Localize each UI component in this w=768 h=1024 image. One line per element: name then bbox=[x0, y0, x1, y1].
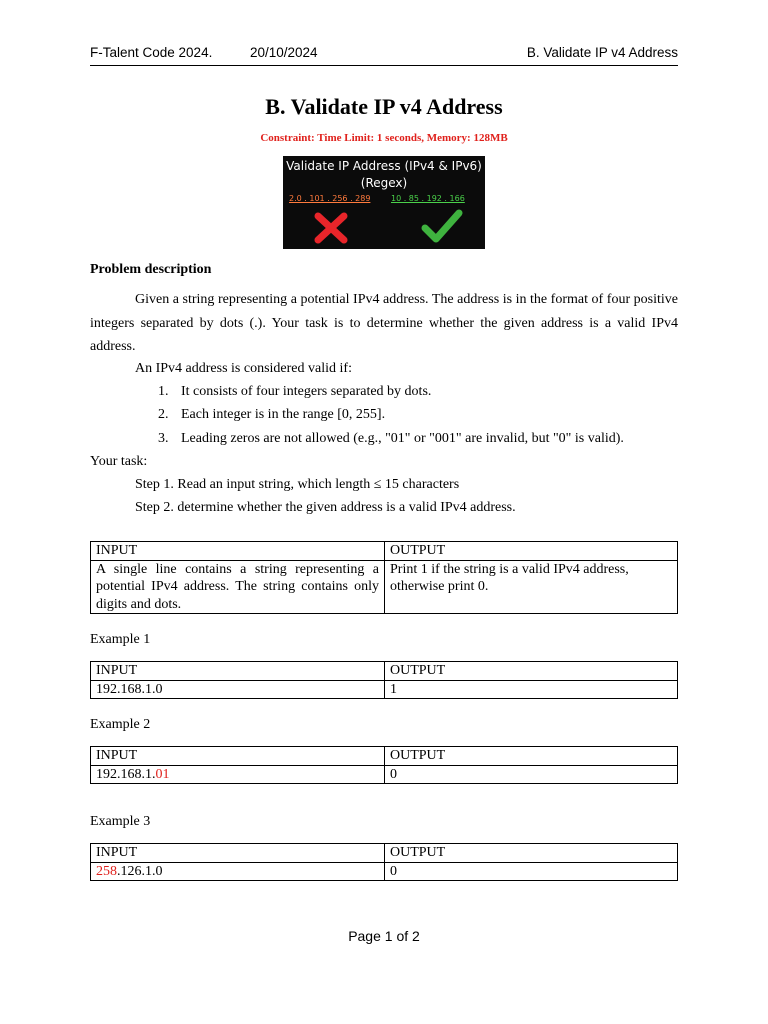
check-icon bbox=[421, 208, 463, 246]
output-description: Print 1 if the string is a valid IPv4 address, otherwise print 0. bbox=[385, 560, 678, 614]
output-header: OUTPUT bbox=[385, 747, 678, 766]
example-3-input bbox=[91, 862, 385, 881]
example-2-label: Example 2 bbox=[90, 717, 151, 732]
table-header-row bbox=[91, 844, 678, 863]
invalid-ip-sample: 2.0 . 101 . 256 . 289 bbox=[289, 194, 371, 203]
example-1-table bbox=[90, 661, 678, 699]
input-value-rest: .126.1.0 bbox=[117, 863, 163, 879]
header-contest-name: F-Talent Code 2024. bbox=[90, 45, 213, 60]
input-header: INPUT bbox=[91, 662, 385, 681]
input-description: A single line contains a string representing a potential IPv4 address. The string contains only digits and dots. bbox=[91, 560, 385, 614]
step-1-text: Step 1. Read an input string, which length ≤ 15 characters bbox=[135, 477, 460, 492]
example-3-label: Example 3 bbox=[90, 814, 151, 829]
your-task-label: Your task: bbox=[90, 454, 148, 469]
rule-3-number: 3. bbox=[158, 431, 169, 446]
ip-validation-image bbox=[283, 156, 485, 249]
example-3-table bbox=[90, 843, 678, 881]
page-title: B. Validate IP v4 Address bbox=[265, 94, 503, 119]
table-header-row bbox=[91, 662, 678, 681]
input-value-highlight: 01 bbox=[155, 766, 170, 782]
example-3-output: 0 bbox=[385, 862, 678, 881]
rule-2-text: Each integer is in the range [0, 255]. bbox=[181, 407, 386, 422]
input-value: 192.168.1.0 bbox=[96, 681, 163, 697]
header-date: 20/10/2024 bbox=[250, 45, 318, 60]
example-1-input bbox=[91, 680, 385, 699]
example-1-label: Example 1 bbox=[90, 632, 151, 647]
example-1-output: 1 bbox=[385, 680, 678, 699]
table-row bbox=[91, 560, 678, 614]
table-row bbox=[91, 862, 678, 881]
rule-1-number: 1. bbox=[158, 384, 169, 399]
example-2-output: 0 bbox=[385, 765, 678, 784]
rule-1-text: It consists of four integers separated by dots. bbox=[181, 384, 432, 399]
example-2-table bbox=[90, 746, 678, 784]
input-header: INPUT bbox=[91, 542, 385, 561]
output-header: OUTPUT bbox=[385, 844, 678, 863]
constraint-text: Constraint: Time Limit: 1 seconds, Memory: 128MB bbox=[260, 132, 508, 144]
problem-intro-text: Given a string representing a potential IPv4 address. The address is in the format of four positive integers separated by dots (.). Your task is to determine whether the given address is a valid IPv4 address. bbox=[90, 292, 678, 354]
cross-icon bbox=[313, 212, 349, 244]
step-2-text: Step 2. determine whether the given address is a valid IPv4 address. bbox=[135, 500, 516, 515]
valid-ip-sample: 10 . 85 . 192 . 166 bbox=[391, 194, 465, 203]
example-2-input bbox=[91, 765, 385, 784]
input-value: 192.168.1. bbox=[96, 766, 156, 782]
table-row bbox=[91, 680, 678, 699]
input-header: INPUT bbox=[91, 747, 385, 766]
output-header: OUTPUT bbox=[385, 662, 678, 681]
page-header bbox=[90, 45, 678, 66]
rule-3-text: Leading zeros are not allowed (e.g., "01" or "001" are invalid, but "0" is valid). bbox=[181, 431, 624, 446]
rule-2-number: 2. bbox=[158, 407, 169, 422]
image-title-line1: Validate IP Address (IPv4 & IPv6) bbox=[286, 159, 482, 173]
image-title-line2: (Regex) bbox=[360, 176, 408, 190]
input-header: INPUT bbox=[91, 844, 385, 863]
page-number: Page 1 of 2 bbox=[348, 928, 420, 944]
table-header-row bbox=[91, 747, 678, 766]
problem-description-heading: Problem description bbox=[90, 262, 212, 277]
header-problem-name: B. Validate IP v4 Address bbox=[526, 45, 678, 60]
valid-if-line: An IPv4 address is considered valid if: bbox=[135, 361, 352, 376]
output-header: OUTPUT bbox=[385, 542, 678, 561]
table-row bbox=[91, 765, 678, 784]
input-value-highlight: 258 bbox=[96, 863, 117, 879]
table-header-row bbox=[91, 542, 678, 561]
problem-intro-paragraph bbox=[90, 288, 678, 359]
io-spec-table bbox=[90, 541, 678, 614]
